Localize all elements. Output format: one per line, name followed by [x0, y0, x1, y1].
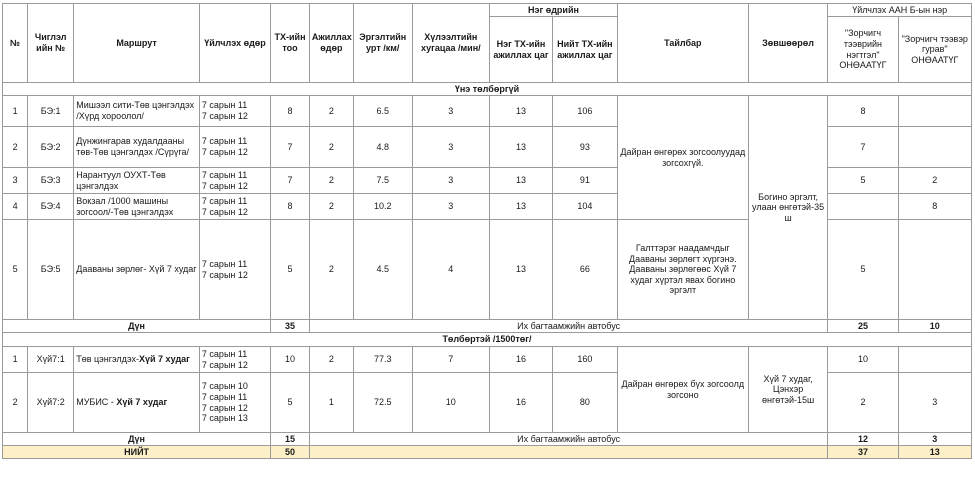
cell-total-hours: 106 [552, 96, 617, 127]
day-line: 7 сарын 11 [201, 169, 248, 180]
cell-no: 2 [3, 127, 28, 168]
header-hours-per-bus: Нэг ТХ-ийн ажиллах цаг [490, 17, 553, 83]
cell-no: 4 [3, 194, 28, 220]
cell-route: Нарантуул ОУХТ-Төв цэнгэлдэх [74, 168, 200, 194]
cell-buses: 8 [271, 194, 310, 220]
cell-no: 5 [3, 220, 28, 320]
cell-route: Дааваны зөрлөг- Хүй 7 худаг [74, 220, 200, 320]
cell-work-days: 1 [309, 373, 353, 433]
subtotal-label: Дүн [3, 433, 271, 446]
cell-note-1: Дайран өнгөрөх зогсоолуудад зогсохгүй. [617, 96, 748, 220]
subtotal-op2: 10 [898, 320, 971, 333]
cell-interval: 3 [412, 127, 490, 168]
cell-days [199, 220, 270, 320]
subtotal-op1: 12 [828, 433, 898, 446]
cell-change-2: Хүй 7 худаг, Цэнхэр өнгөтэй-15ш [748, 347, 828, 433]
route-schedule-table [2, 3, 972, 459]
grand-total-op2: 13 [898, 446, 971, 459]
cell-work-days: 2 [309, 96, 353, 127]
cell-total-hours: 66 [552, 220, 617, 320]
header-operator-2: "Зорчигч тээвэр гурав" ОНӨААТҮГ [898, 17, 971, 83]
cell-total-hours: 160 [552, 347, 617, 373]
cell-buses: 10 [271, 347, 310, 373]
day-line: 7 сарын 12 [201, 147, 248, 157]
route-text: Төв цэнгэлдэх- [76, 354, 139, 365]
cell-route: Мишээл сити-Төв цэнгэлдэх /Хүрд хороолол/ [74, 96, 200, 127]
cell-hours: 16 [490, 373, 553, 433]
header-total-hours: Нийт ТХ-ийн ажиллах цаг [552, 17, 617, 83]
cell-op1: 10 [828, 347, 898, 373]
subtotal-buses: 15 [271, 433, 310, 446]
cell-buses: 7 [271, 127, 310, 168]
cell-no: 2 [3, 373, 28, 433]
cell-note-3: Дайран өнгөрөх бүх зогсоолд зогсоно [617, 347, 748, 433]
cell-work-days: 2 [309, 168, 353, 194]
cell-work-days: 2 [309, 194, 353, 220]
table-row [3, 96, 972, 127]
cell-work-days: 2 [309, 127, 353, 168]
header-operator-1: "Зорчигч тээврийн нэгтгэл" ОНӨААТҮГ [828, 17, 898, 83]
header-change: Зөвшөөрөл [748, 4, 828, 83]
cell-work-days: 2 [309, 220, 353, 320]
day-line: 7 сарын 11 [201, 136, 248, 147]
cell-days [199, 127, 270, 168]
cell-hours: 13 [490, 220, 553, 320]
cell-length: 4.8 [353, 127, 412, 168]
cell-note-2: Галттэрэг наадамчдыг Дааваны зөрлөгт хүргэнэ. Дааваны зөрлөгөөс Хүй 7 худаг хүртэл явах богино эргэлт [617, 220, 748, 320]
cell-route [74, 347, 200, 373]
header-route-length: Эргэлтийн урт /км/ [353, 4, 412, 83]
subtotal-op1: 25 [828, 320, 898, 333]
cell-op1: 7 [828, 127, 898, 168]
cell-op2 [898, 220, 971, 320]
cell-interval: 3 [412, 194, 490, 220]
cell-length: 10.2 [353, 194, 412, 220]
cell-hours: 13 [490, 127, 553, 168]
cell-total-hours: 80 [552, 373, 617, 433]
day-line: 7 сарын 12 [201, 269, 248, 280]
cell-route-no: БЭ:1 [28, 96, 74, 127]
cell-route: Вокзал /1000 машины зогсоол/-Төв цэнгэлдэх [74, 194, 200, 220]
day-line: 7 сарын 10 [201, 381, 248, 392]
header-bus-count: ТХ-ийн тоо [271, 4, 310, 83]
grand-total-row [3, 446, 972, 459]
cell-buses: 5 [271, 373, 310, 433]
section-title-free: Үнэ төлбөргүй [3, 83, 972, 96]
cell-days [199, 347, 270, 373]
cell-total-hours: 93 [552, 127, 617, 168]
day-line: 7 сарын 11 [201, 195, 248, 206]
cell-route-no: БЭ:4 [28, 194, 74, 220]
subtotal-buses: 35 [271, 320, 310, 333]
day-line: 7 сарын 12 [201, 206, 248, 217]
cell-no: 1 [3, 96, 28, 127]
cell-op2 [898, 347, 971, 373]
day-line: 7 сарын 12 [201, 111, 248, 121]
cell-days [199, 168, 270, 194]
cell-op2: 3 [898, 373, 971, 433]
subtotal-label: Дүн [3, 320, 271, 333]
day-line: 7 сарын 11 [201, 391, 248, 402]
header-no: № [3, 4, 28, 83]
day-line: 7 сарын 12 [201, 359, 248, 370]
cell-days [199, 194, 270, 220]
subtotal-bus-type: Их багтаамжийн автобус [309, 320, 827, 333]
cell-change-1: Богино эргэлт, улаан өнгөтэй-35 ш [748, 96, 828, 320]
cell-buses: 8 [271, 96, 310, 127]
cell-route-no: Хүй7:1 [28, 347, 74, 373]
header-service-days: Үйлчлэх өдөр [199, 4, 270, 83]
cell-route-no: Хүй7:2 [28, 373, 74, 433]
grand-total-op1: 37 [828, 446, 898, 459]
header-work-days: Ажиллах өдөр [309, 4, 353, 83]
header-route: Маршрут [74, 4, 200, 83]
cell-op2 [898, 127, 971, 168]
cell-interval: 3 [412, 168, 490, 194]
grand-total-empty [309, 446, 827, 459]
cell-op2 [898, 96, 971, 127]
header-route-no: Чиглэл ийн № [28, 4, 74, 83]
cell-buses: 5 [271, 220, 310, 320]
day-line: 7 сарын 11 [201, 258, 248, 269]
cell-interval: 7 [412, 347, 490, 373]
day-line: 7 сарын 11 [201, 348, 248, 359]
header-interval: Хүлээлтийн хугацаа /мин/ [412, 4, 490, 83]
cell-days [199, 373, 270, 433]
cell-no: 3 [3, 168, 28, 194]
header-operator-group: Үйлчлэх ААН Б-ын нэр [828, 4, 972, 17]
cell-no: 1 [3, 347, 28, 373]
cell-length: 77.3 [353, 347, 412, 373]
cell-interval: 4 [412, 220, 490, 320]
cell-op2: 2 [898, 168, 971, 194]
cell-op1: 8 [828, 96, 898, 127]
day-line: 7 сарын 13 [201, 413, 248, 424]
cell-length: 4.5 [353, 220, 412, 320]
day-line: 7 сарын 12 [201, 402, 248, 413]
header-one-day-group: Нэг өдрийн [490, 4, 618, 17]
cell-op2: 8 [898, 194, 971, 220]
cell-length: 72.5 [353, 373, 412, 433]
route-text: МУБИС - [76, 397, 117, 408]
cell-hours: 13 [490, 96, 553, 127]
header-note: Тайлбар [617, 4, 748, 83]
cell-route-no: БЭ:5 [28, 220, 74, 320]
cell-total-hours: 91 [552, 168, 617, 194]
cell-total-hours: 104 [552, 194, 617, 220]
subtotal-row [3, 320, 972, 333]
subtotal-bus-type: Их багтаамжийн автобус [309, 433, 827, 446]
cell-days [199, 96, 270, 127]
grand-total-label: НИЙТ [3, 446, 271, 459]
cell-hours: 13 [490, 194, 553, 220]
cell-buses: 7 [271, 168, 310, 194]
grand-total-buses: 50 [271, 446, 310, 459]
cell-hours: 13 [490, 168, 553, 194]
cell-length: 6.5 [353, 96, 412, 127]
cell-route-no: БЭ:2 [28, 127, 74, 168]
cell-interval: 10 [412, 373, 490, 433]
cell-op1: 5 [828, 220, 898, 320]
cell-length: 7.5 [353, 168, 412, 194]
cell-op1 [828, 194, 898, 220]
cell-interval: 3 [412, 96, 490, 127]
day-line: 7 сарын 12 [201, 180, 248, 191]
subtotal-op2: 3 [898, 433, 971, 446]
cell-route: Дүнжингарав худалдааны төв-Төв цэнгэлдэх /Сүрүга/ [74, 127, 200, 168]
subtotal-row [3, 433, 972, 446]
route-destination: Хүй 7 худаг [139, 354, 190, 365]
cell-work-days: 2 [309, 347, 353, 373]
route-destination: Хүй 7 худаг [116, 397, 168, 408]
cell-hours: 16 [490, 347, 553, 373]
section-title-paid: Төлбөртэй /1500төг/ [3, 333, 972, 347]
cell-op1: 2 [828, 373, 898, 433]
cell-route-no: БЭ:3 [28, 168, 74, 194]
cell-route [74, 373, 200, 433]
day-line: 7 сарын 11 [201, 100, 248, 111]
table-row [3, 347, 972, 373]
cell-op1: 5 [828, 168, 898, 194]
